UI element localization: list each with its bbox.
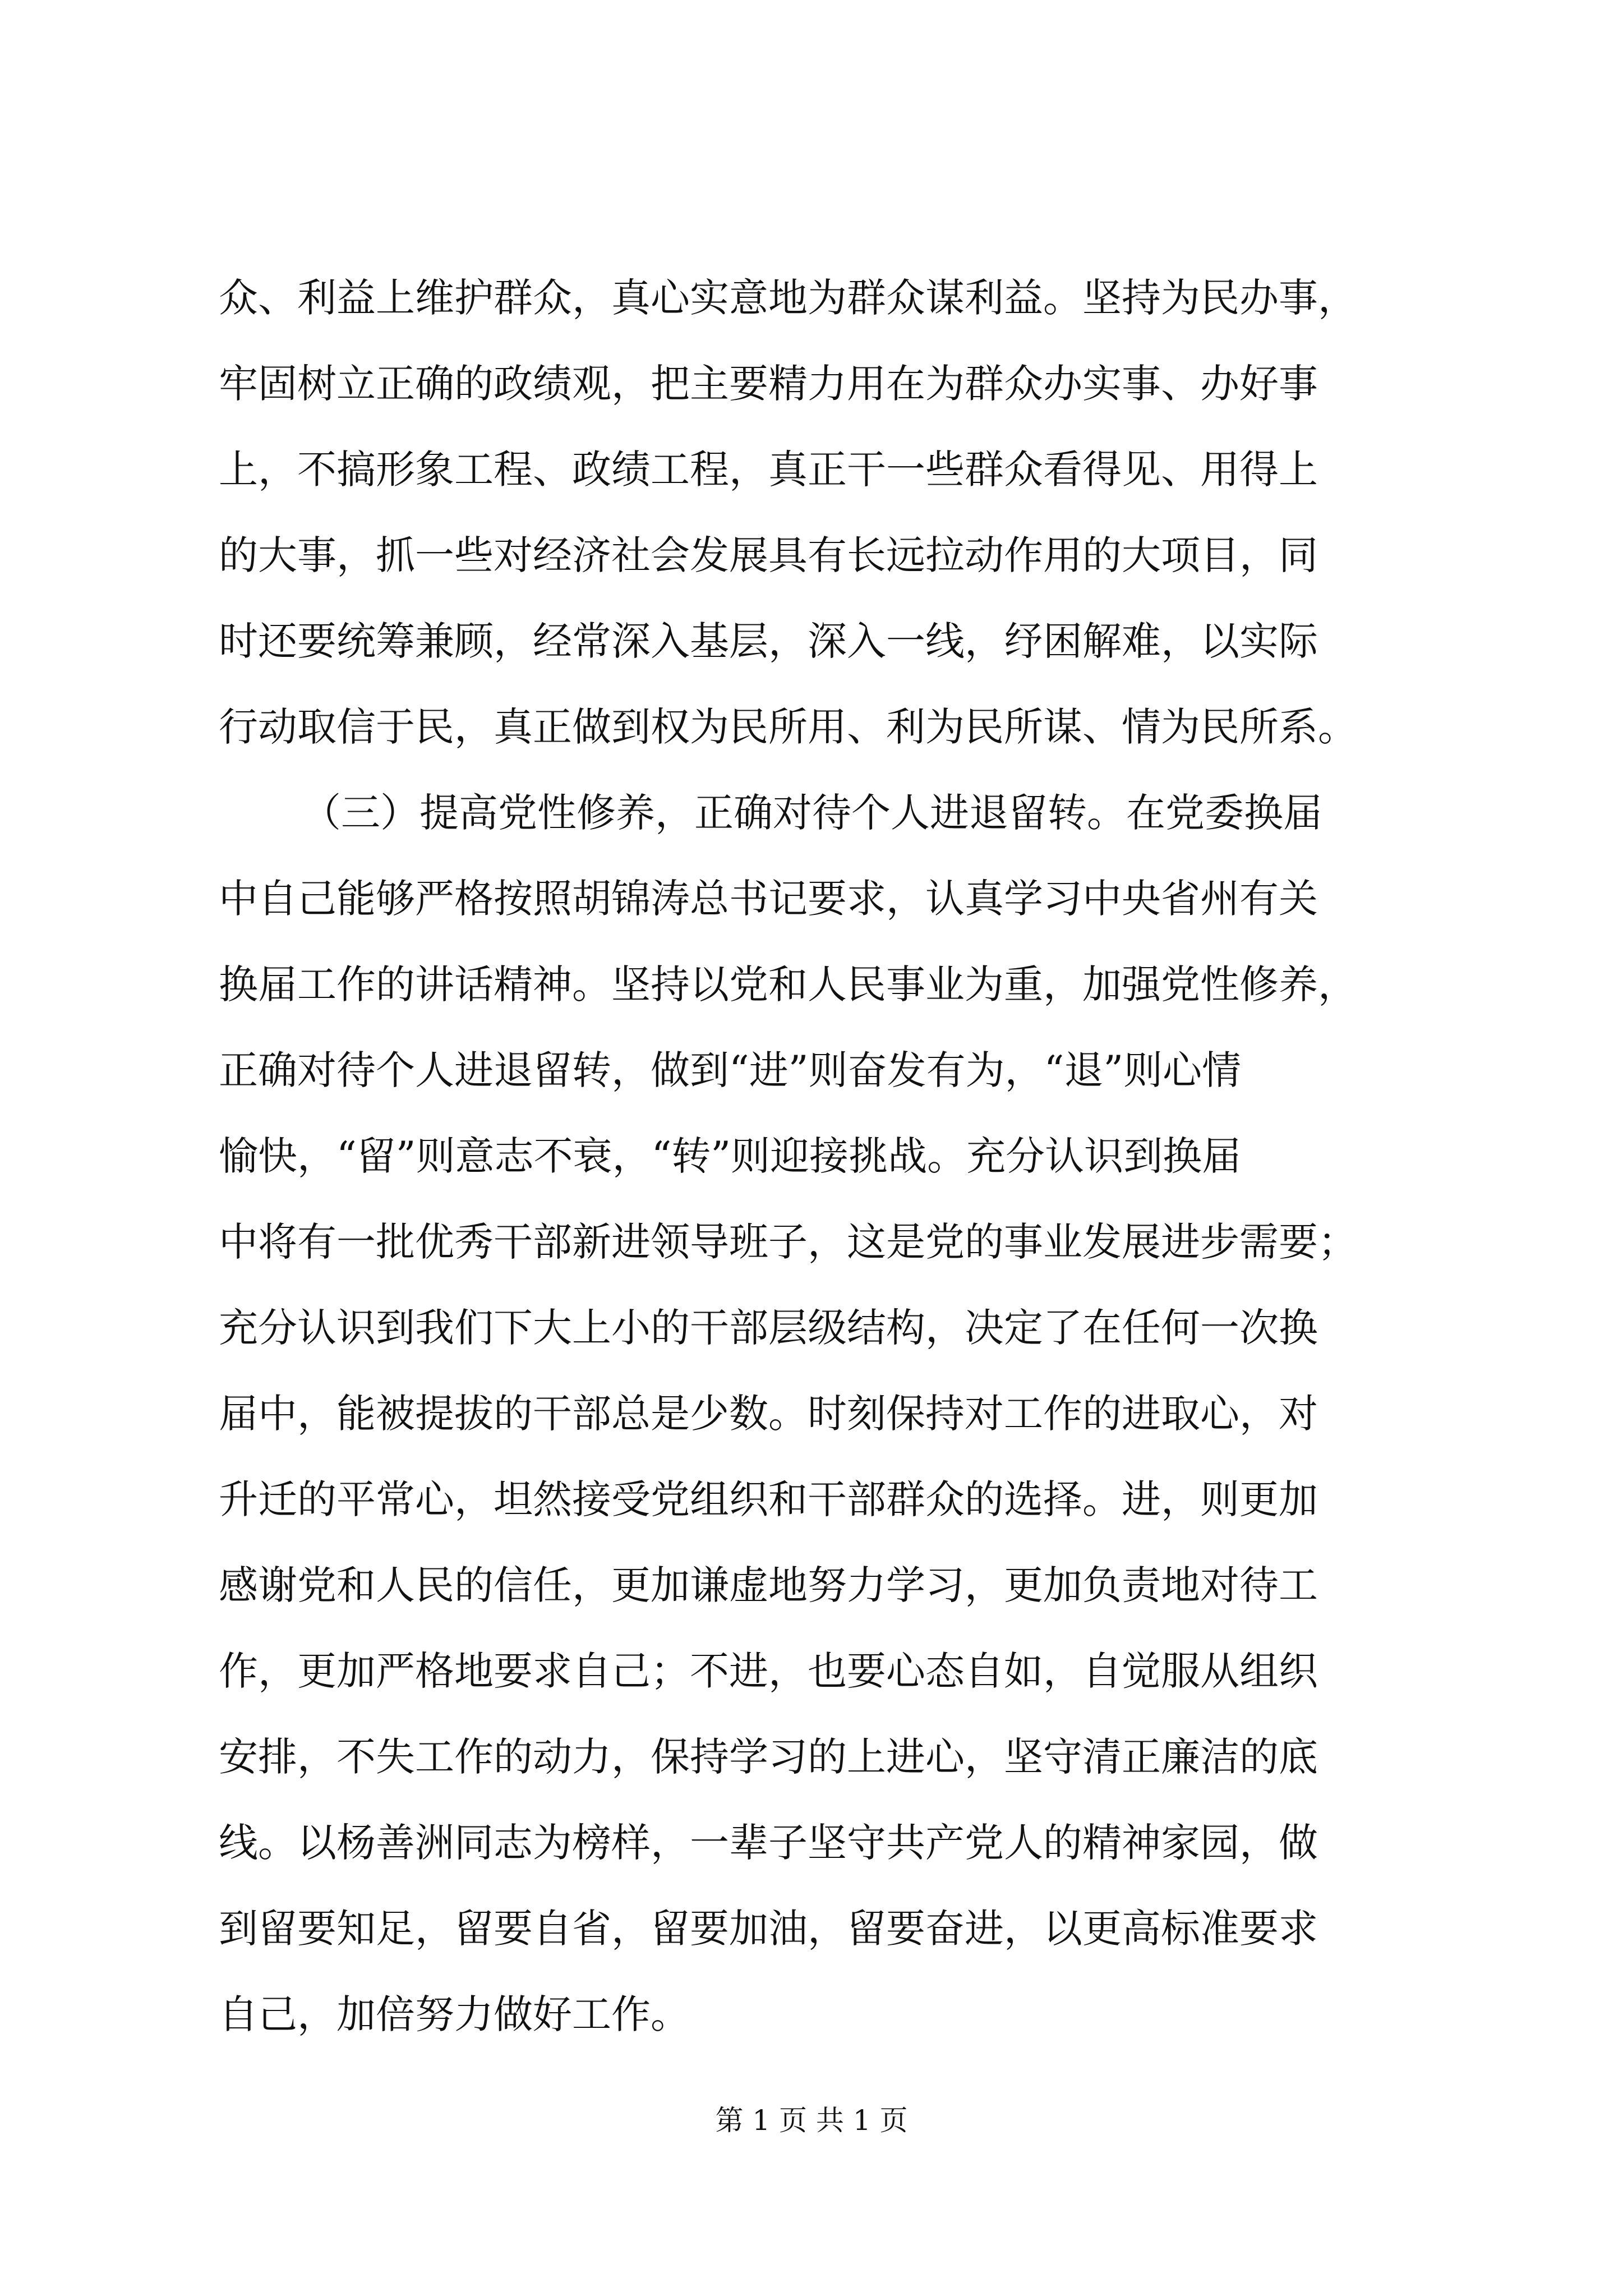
body-line: 自己，加倍努力做好工作。: [219, 1991, 690, 2037]
body-line: 升迁的平常心，坦然接受党组织和干部群众的选择。进，则更加: [219, 1476, 1318, 1522]
body-line: 到留要知足，留要自省，留要加油，留要奋进，以更高标准要求: [219, 1906, 1318, 1952]
body-line: 行动取信于民，真正做到权为民所用、利为民所谋、情为民所系。: [219, 704, 1357, 750]
section-heading-line: （三）提高党性修养，正确对待个人进退留转。在党委换届: [302, 790, 1322, 836]
body-line: 换届工作的讲话精神。坚持以党和人民事业为重，加强党性修养，: [219, 961, 1357, 1007]
document-body: [219, 255, 1408, 2058]
body-line: 牢固树立正确的政绩观，把主要精力用在为群众办实事、办好事: [219, 361, 1318, 407]
body-line: 中将有一批优秀干部新进领导班子，这是党的事业发展进步需要；: [219, 1219, 1357, 1265]
body-line: 中自己能够严格按照胡锦涛总书记要求，认真学习中央省州有关: [219, 876, 1318, 922]
body-line: 的大事，抓一些对经济社会发展具有长远拉动作用的大项目，同: [219, 532, 1318, 578]
body-line: 届中，能被提拔的干部总是少数。时刻保持对工作的进取心，对: [219, 1391, 1318, 1437]
body-line: 安排，不失工作的动力，保持学习的上进心，坚守清正廉洁的底: [219, 1734, 1318, 1780]
body-line: 感谢党和人民的信任，更加谦虚地努力学习，更加负责地对待工: [219, 1562, 1318, 1608]
body-line: 愉快，“留”则意志不衰，“转”则迎接挑战。充分认识到换届: [219, 1133, 1242, 1179]
body-line: 充分认识到我们下大上小的干部层级结构，决定了在任何一次换: [219, 1305, 1318, 1351]
body-line: 众、利益上维护群众，真心实意地为群众谋利益。坚持为民办事，: [219, 275, 1357, 321]
body-line: 作，更加严格地要求自己；不进，也要心态自如，自觉服从组织: [219, 1648, 1318, 1694]
body-line: 线。以杨善洲同志为榜样，一辈子坚守共产党人的精神家园，做: [219, 1820, 1318, 1866]
body-line: 正确对待个人进退留转，做到“进”则奋发有为，“退”则心情: [219, 1047, 1242, 1093]
body-line: 时还要统筹兼顾，经常深入基层，深入一线，纾困解难，以实际: [219, 618, 1318, 664]
body-line: 上，不搞形象工程、政绩工程，真正干一些群众看得见、用得上: [219, 447, 1318, 493]
page-footer: 第 1 页 共 1 页: [715, 2104, 908, 2137]
